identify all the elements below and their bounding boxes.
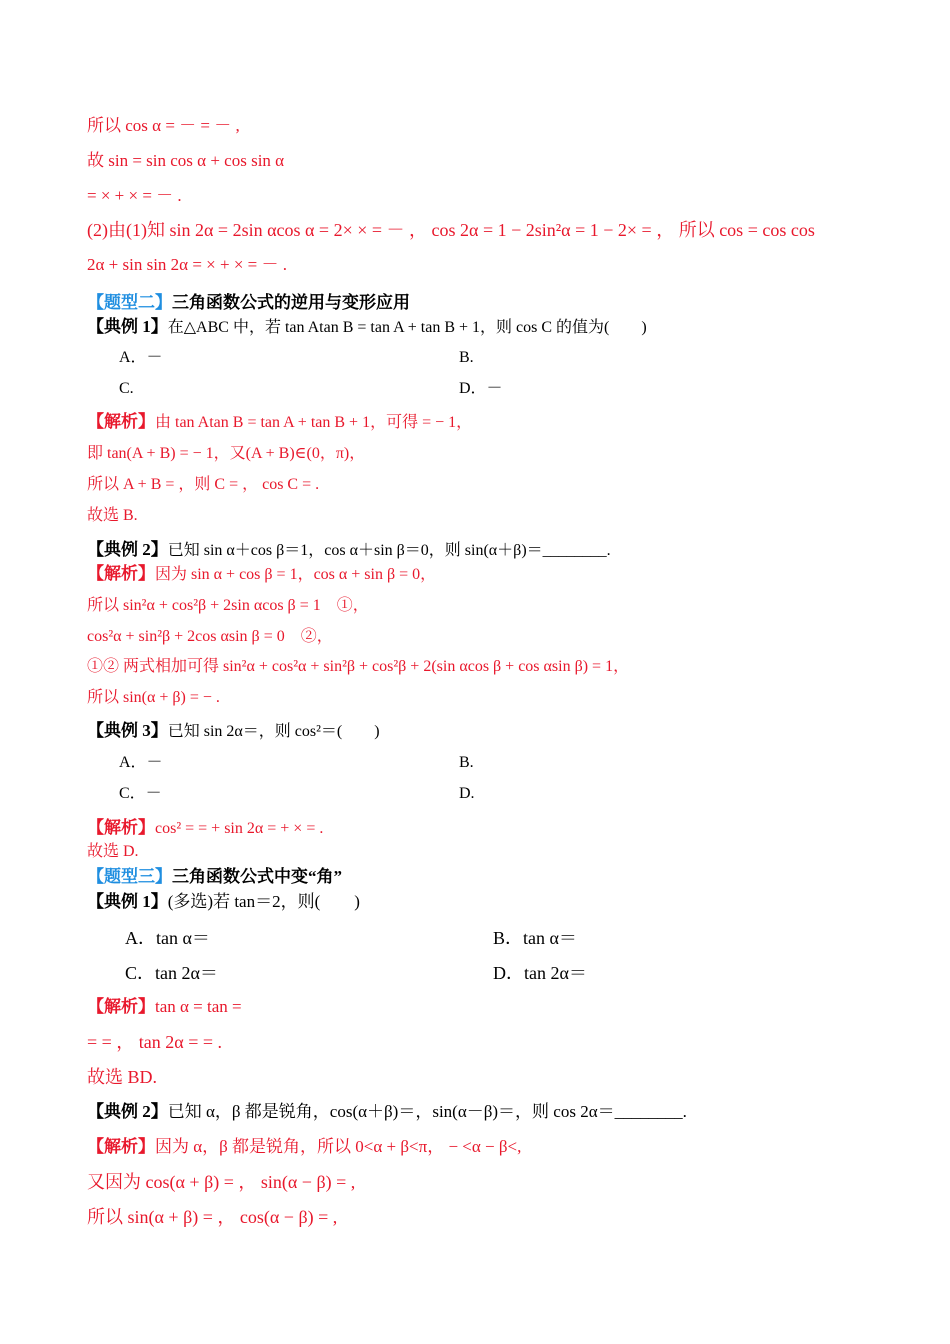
question-text: 已知 sin 2α＝，则 cos²＝( ) [167,723,380,740]
solution-line: 2α + sin sin 2α = × + × = － . [87,255,288,274]
example-question [87,893,360,910]
example-question [87,318,647,336]
option-d: D. [459,785,475,802]
section-heading [87,868,342,885]
solution-line: cos²α + sin²β + 2cos αsin β = 0 ②， [87,628,333,645]
example-question [87,1103,687,1120]
solution-line: 即 tan(A + B) = − 1，又(A + B)∈(0，π)， [87,445,366,462]
example-question [87,541,611,559]
option-c: C．－ [119,785,162,802]
solution-tag: 【解析】 [87,1137,155,1156]
option-a: A．－ [119,349,163,366]
section-title: 三角函数公式中变“角” [172,867,342,886]
solution-line [87,1138,521,1155]
option-b: B．tan α＝ [493,928,577,948]
solution-line [87,565,436,583]
solution-line: = = ， tan 2α = = . [87,1032,223,1052]
example-tag: 【典例 1】 [87,317,168,336]
solution-line: 故选 BD. [87,1067,158,1087]
option-a: A．tan α＝ [125,928,210,948]
solution-line: 故选 D. [87,843,139,860]
example-tag: 【典例 2】 [87,1102,168,1121]
question-text: (多选)若 tan＝2，则( ) [167,892,360,911]
option-a: A．－ [119,754,163,771]
solution-text: tan α = tan = [155,997,242,1016]
solution-tag: 【解析】 [87,564,155,583]
option-b: B. [459,349,474,366]
example-question [87,722,380,740]
solution-text: 因为 α，β 都是锐角，所以 0<α + β<π， − <α − β<, [155,1137,522,1156]
question-text: 在△ABC 中，若 tan Atan B = tan A + tan B + 1，则 cos C 的值为( ) [167,319,647,336]
solution-text: cos² = = + sin 2α = + × = . [155,820,324,837]
section-title: 三角函数公式的逆用与变形应用 [172,293,410,312]
example-tag: 【典例 3】 [87,721,168,740]
solution-line: = × + × = － . [87,186,182,205]
option-c: C. [119,380,134,397]
solution-text: 因为 sin α + cos β = 1，cos α + sin β = 0， [155,566,437,583]
solution-line: 所以 cos α = － = － , [87,116,240,135]
example-tag: 【典例 1】 [87,892,168,911]
solution-line: 所以 sin²α + cos²β + 2sin αcos β = 1 ①， [87,597,369,614]
solution-text: 由 tan Atan B = tan A + tan B + 1，可得 = − 1， [155,414,473,431]
solution-line: 又因为 cos(α + β) = ， sin(α − β) = , [87,1172,356,1192]
solution-line [87,998,242,1015]
solution-line [87,819,323,837]
option-c: C．tan 2α＝ [125,963,218,983]
option-b: B. [459,754,474,771]
solution-line: 所以 A + B = ，则 C = ， cos C = . [87,476,320,493]
solution-tag: 【解析】 [87,818,155,837]
solution-line [87,413,472,431]
section-tag: 【题型三】 [87,867,172,886]
solution-line: (2)由(1)知 sin 2α = 2sin αcos α = 2× × = － ， cos 2α = 1 − 2sin²α = 1 − 2× = ， 所以 cos = cos cos [87,220,815,240]
question-text: 已知 α，β 都是锐角，cos(α＋β)＝，sin(α－β)＝，则 cos 2α＝________. [167,1102,687,1121]
question-text: 已知 sin α＋cos β＝1，cos α＋sin β＝0，则 sin(α＋β)＝________. [167,542,611,559]
solution-tag: 【解析】 [87,412,155,431]
solution-line: 故选 B. [87,507,138,524]
solution-line: 故 sin = sin cos α + cos sin α [87,151,285,170]
solution-line: ①② 两式相加可得 sin²α + cos²α + sin²β + cos²β + 2(sin αcos β + cos αsin β) = 1， [87,658,630,675]
section-tag: 【题型二】 [87,293,172,312]
option-d: D．tan 2α＝ [493,963,587,983]
solution-line: 所以 sin(α + β) = ， cos(α − β) = , [87,1207,338,1227]
section-heading [87,294,410,311]
example-tag: 【典例 2】 [87,540,168,559]
solution-tag: 【解析】 [87,997,155,1016]
solution-line: 所以 sin(α + β) = − . [87,689,220,706]
option-d: D．－ [459,380,503,397]
